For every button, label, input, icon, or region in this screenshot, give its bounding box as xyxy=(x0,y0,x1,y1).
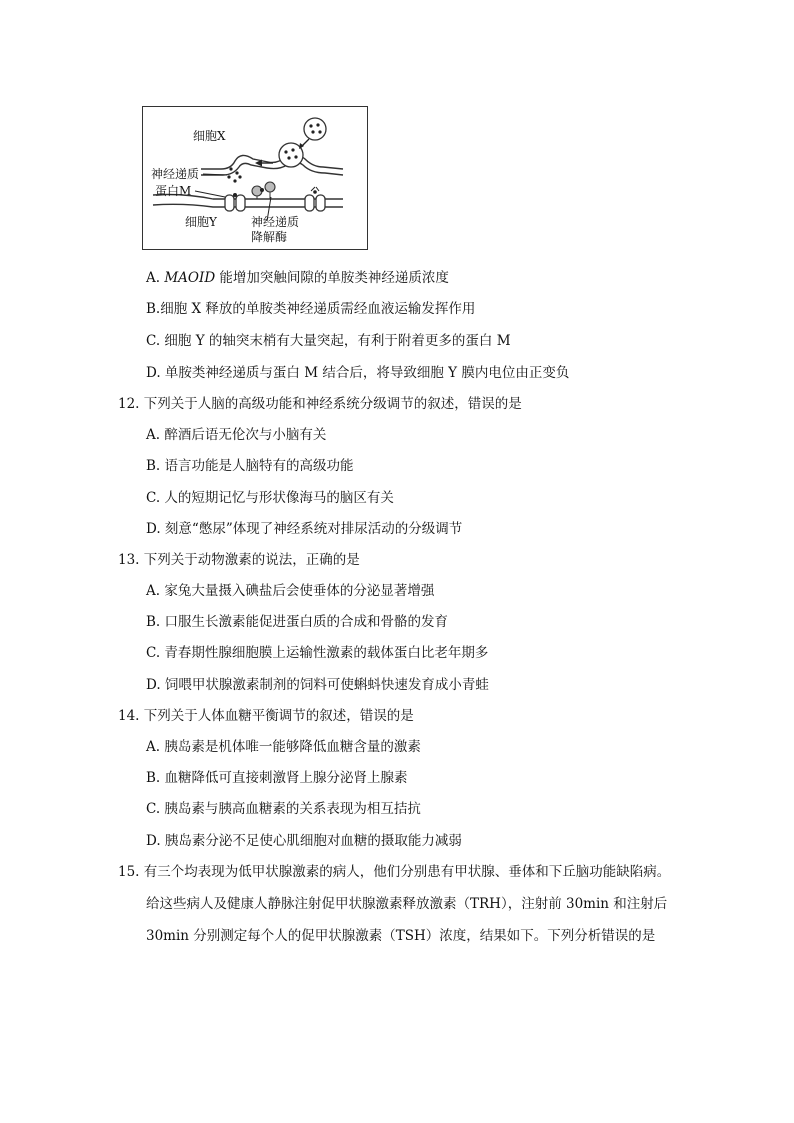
q13-stem: 13. 下列关于动物激素的说法，正确的是 xyxy=(118,552,360,568)
label-enzyme-line1: 神经递质 xyxy=(251,215,300,229)
q15-stem-line1: 15. 有三个均表现为低甲状腺激素的病人，他们分别患有甲状腺、垂体和下丘脑功能缺陷病。 xyxy=(118,864,671,880)
q13-option-d: D. 饲喂甲状腺激素制剂的饲料可使蝌蚪快速发育成小青蛙 xyxy=(146,677,489,693)
q14-option-c: C. 胰岛素与胰高血糖素的关系表现为相互拮抗 xyxy=(146,801,421,817)
q15-stem-line2: 给这些病人及健康人静脉注射促甲状腺激素释放激素（TRH），注射前 30min 和注射后 xyxy=(146,896,668,912)
q13-option-a: A. 家兔大量摄入碘盐后会使垂体的分泌显著增强 xyxy=(146,583,435,599)
degradation-enzyme xyxy=(265,182,275,192)
q14-stem: 14. 下列关于人体血糖平衡调节的叙述，错误的是 xyxy=(118,708,414,724)
q13-option-c: C. 青春期性腺细胞膜上运输性激素的载体蛋白比老年期多 xyxy=(146,645,489,661)
protein-m-receptor xyxy=(305,195,314,211)
q12-option-b: B. 语言功能是人脑特有的高级功能 xyxy=(146,458,354,474)
q11-option-d: D. 单胺类神经递质与蛋白 M 结合后，将导致细胞 Y 膜内电位由正变负 xyxy=(146,365,570,381)
q14-option-b: B. 血糖降低可直接刺激肾上腺分泌肾上腺素 xyxy=(146,770,408,786)
q11-option-a: A. MAOID 能增加突触间隙的单胺类神经递质浓度 xyxy=(146,270,449,286)
label-neurotransmitter: 神经递质 xyxy=(151,167,200,181)
q14-option-d: D. 胰岛素分泌不足使心肌细胞对血糖的摄取能力减弱 xyxy=(146,833,462,849)
q14-option-a: A. 胰岛素是机体唯一能够降低血糖含量的激素 xyxy=(146,739,421,755)
label-cell-y: 细胞Y xyxy=(185,215,217,229)
protein-m-receptor xyxy=(316,195,325,211)
q11-option-c: C. 细胞 Y 的轴突末梢有大量突起，有利于附着更多的蛋白 M xyxy=(146,333,511,349)
protein-m-receptor xyxy=(225,195,234,211)
label-enzyme-line2: 降解酶 xyxy=(251,230,288,244)
q12-option-c: C. 人的短期记忆与形状像海马的脑区有关 xyxy=(146,490,394,506)
q12-option-a: A. 醉酒后语无伦次与小脑有关 xyxy=(146,427,327,443)
label-cell-x: 细胞X xyxy=(193,129,226,143)
synapse-diagram xyxy=(142,106,368,250)
q11-option-b: B.细胞 X 释放的单胺类神经递质需经血液运输发挥作用 xyxy=(146,301,476,317)
synaptic-vesicle xyxy=(304,118,326,140)
maoid-term: MAOID xyxy=(164,270,216,286)
protein-m-receptor xyxy=(236,195,245,211)
q12-stem: 12. 下列关于人脑的高级功能和神经系统分级调节的叙述，错误的是 xyxy=(118,396,522,412)
q13-option-b: B. 口服生长激素能促进蛋白质的合成和骨骼的发育 xyxy=(146,614,449,630)
label-protein-m: 蛋白M xyxy=(155,184,192,198)
fusing-vesicle xyxy=(279,143,303,167)
q15-stem-line3: 30min 分别测定每个人的促甲状腺激素（TSH）浓度，结果如下。下列分析错误的是 xyxy=(146,928,656,944)
q12-option-d: D. 刻意“憋尿”体现了神经系统对排尿活动的分级调节 xyxy=(146,521,463,537)
presynaptic-membrane xyxy=(201,153,343,169)
